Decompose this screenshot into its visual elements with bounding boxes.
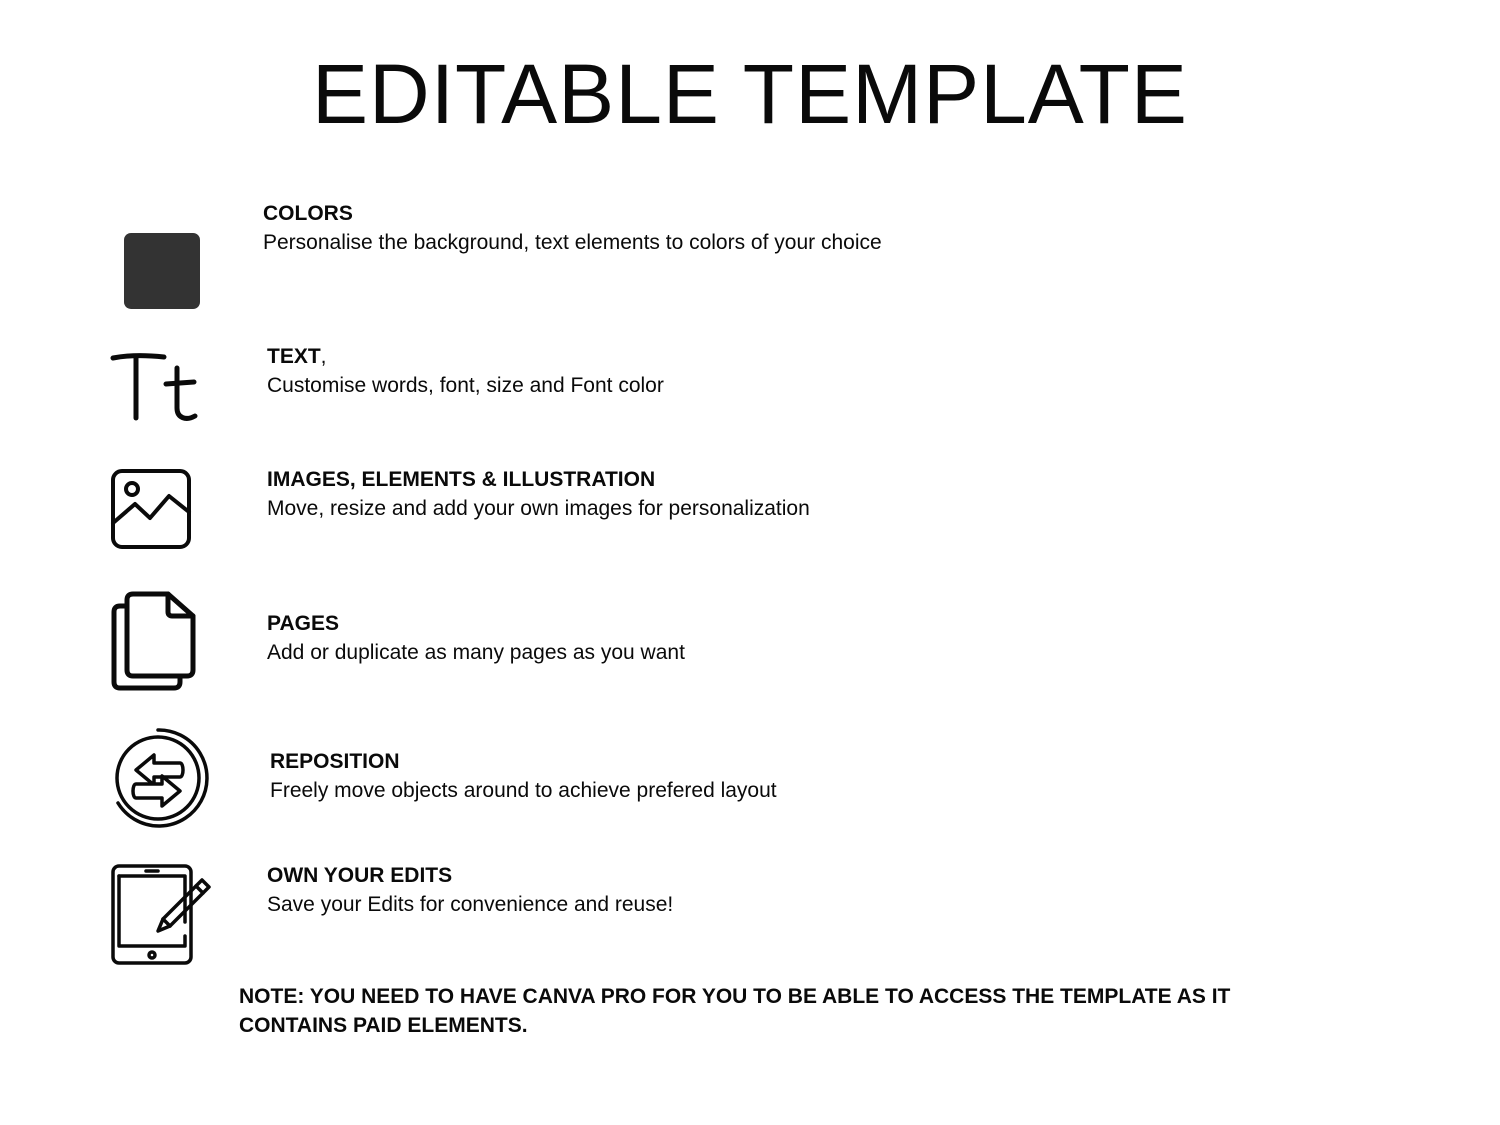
feature-heading: COLORS bbox=[263, 202, 353, 225]
reposition-arrows-icon bbox=[104, 724, 212, 832]
text-tt-icon bbox=[106, 346, 206, 428]
feature-heading: TEXT, bbox=[267, 345, 327, 368]
color-swatch bbox=[124, 233, 200, 309]
feature-description: Freely move objects around to achieve prefered layout bbox=[270, 779, 777, 802]
feature-pages bbox=[267, 610, 685, 668]
feature-images bbox=[267, 466, 810, 524]
feature-description: Personalise the background, text elements to colors of your choice bbox=[263, 231, 882, 254]
feature-text bbox=[267, 343, 664, 401]
feature-description: Customise words, font, size and Font color bbox=[267, 374, 664, 397]
feature-description: Add or duplicate as many pages as you want bbox=[267, 641, 685, 664]
page-title: EDITABLE TEMPLATE bbox=[312, 47, 1188, 141]
image-icon bbox=[108, 466, 196, 552]
feature-heading: REPOSITION bbox=[270, 750, 400, 773]
feature-heading: OWN YOUR EDITS bbox=[267, 864, 453, 887]
feature-description: Save your Edits for convenience and reuse! bbox=[267, 893, 674, 916]
tablet-pen-icon bbox=[108, 860, 216, 968]
feature-colors bbox=[263, 200, 882, 258]
feature-reposition bbox=[270, 748, 777, 806]
feature-description: Move, resize and add your own images for personalization bbox=[267, 497, 810, 520]
feature-heading: IMAGES, ELEMENTS & ILLUSTRATION bbox=[267, 468, 656, 491]
feature-own-edits bbox=[267, 862, 673, 920]
pages-icon bbox=[108, 588, 200, 694]
color-swatch-icon bbox=[118, 228, 206, 314]
canva-pro-note: NOTE: YOU NEED TO HAVE CANVA PRO FOR YOU TO BE ABLE TO ACCESS THE TEMPLATE AS IT CONTAINS PAID ELEMENTS. bbox=[239, 985, 1231, 1037]
feature-heading: PAGES bbox=[267, 612, 339, 635]
